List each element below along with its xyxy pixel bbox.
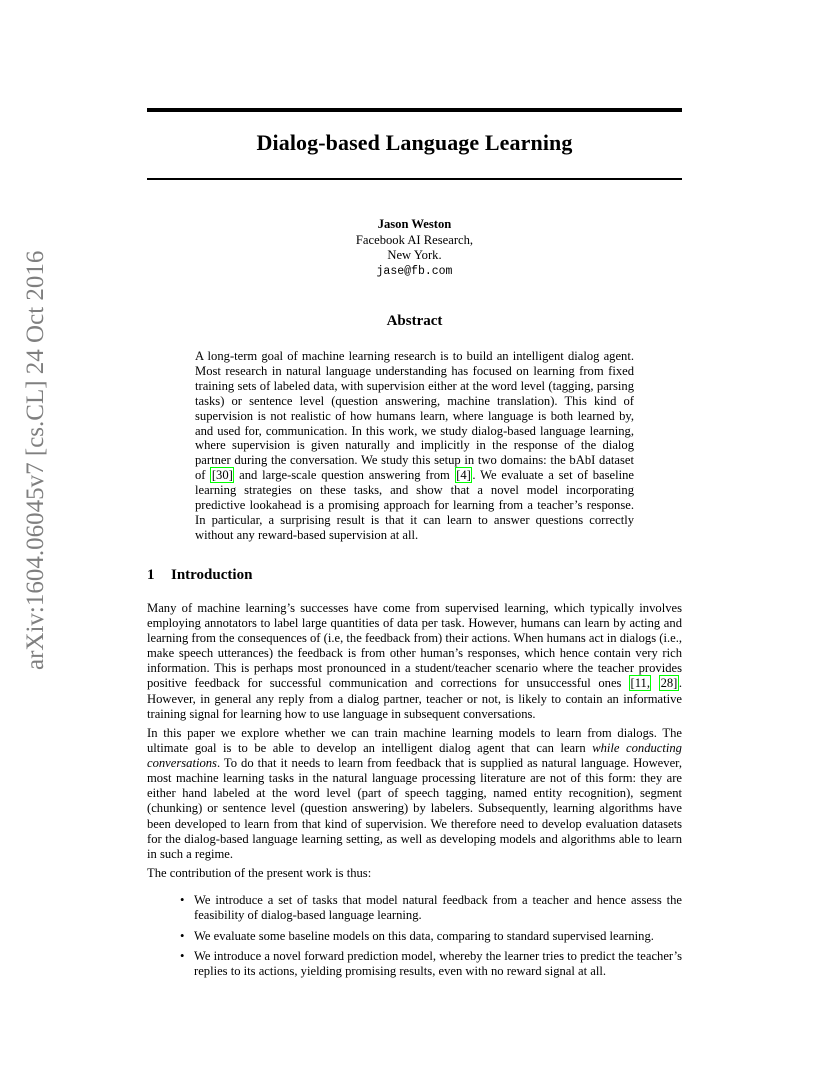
- contribution-item: [147, 929, 682, 944]
- contribution-text: We evaluate some baseline models on this data, comparing to standard supervised learning.: [194, 928, 654, 943]
- paragraph-text: In this paper we explore whether we can train machine learning models to learn from dialogs. The ultimate goal is to be able to develop an intelligent dialog agent that can learn: [147, 726, 682, 756]
- author-block: [147, 217, 682, 279]
- bullet-icon: •: [180, 928, 185, 943]
- contribution-item: [147, 893, 682, 923]
- citation-link[interactable]: [4]: [456, 468, 471, 483]
- intro-paragraph-2: [147, 726, 682, 862]
- paper-title: Dialog-based Language Learning: [256, 130, 573, 155]
- arxiv-identifier-stamp: arXiv:1604.06045v7 [cs.CL] 24 Oct 2016: [22, 250, 49, 670]
- abstract-text-part: . We evaluate a set of baseline learning strategies on these tasks, and show that a novel model incorporating predictive lookahead is a promising approach for learning from a teacher’s response. In particular, a surprising result is that it can learn to answer questions correctly without any reward-based supervision at all.: [195, 468, 635, 542]
- contribution-list: [147, 893, 682, 985]
- author-email[interactable]: jase@fb.com: [376, 264, 453, 278]
- abstract-text-part: and large-scale question answering from: [234, 468, 455, 483]
- citation-link[interactable]: [30]: [211, 468, 233, 483]
- section-number: 1: [147, 567, 155, 583]
- paragraph-emphasis: while conducting conversations: [147, 741, 682, 771]
- paragraph-text: . However, in general any reply from a dialog partner, teacher or not, is likely to contain an informative training signal for learning how to use language in subsequent conversations.: [147, 676, 683, 721]
- abstract-heading: Abstract: [386, 313, 443, 329]
- section-title: Introduction: [171, 567, 253, 583]
- abstract-text-part: A long-term goal of machine learning research is to build an intelligent dialog agent. Most research in natural language understanding has focused on learning from fixed training sets of labeled data, with supervision either at the word level (tagging, parsing tasks) or sentence level (question answering, machine translation). This kind of supervision is not realistic of how humans learn, where language is both learned by, and used for, communication. In this work, we study dialog-based language learning, where supervision is given naturally and implicitly in the response of the dialog partner during the conversation. We study this setup in two domains: the bAbI dataset of: [195, 349, 634, 483]
- intro-paragraph-3: The contribution of the present work is thus:: [147, 866, 372, 880]
- contribution-text: We introduce a set of tasks that model natural feedback from a teacher and hence assess the feasibility of dialog-based language learning.: [194, 893, 682, 923]
- abstract-text: [195, 349, 634, 543]
- author-location: New York.: [387, 248, 442, 262]
- contribution-item: [147, 949, 682, 979]
- title-top-rule: [147, 108, 682, 112]
- section-heading-introduction: [147, 567, 252, 584]
- paragraph-text: Many of machine learning’s successes have come from supervised learning, which typically involves employing annotators to label large quantities of data per task. However, humans can learn by acting and learning from the consequences of (i.e, the feedback from) their actions. When humans act in dialogs (i.e., make speech utterances) the feedback is from other human’s responses, which hence contain very rich information. This is perhaps most pronounced in a student/teacher scenario where the teacher provides positive feedback for successful communication and corrections for unsuccessful ones: [147, 601, 682, 691]
- intro-paragraph-1: [147, 601, 682, 722]
- citation-link[interactable]: 28]: [660, 676, 678, 691]
- citation-link[interactable]: [11,: [630, 676, 650, 691]
- title-bottom-rule: [147, 178, 682, 180]
- author-name: Jason Weston: [377, 217, 452, 231]
- author-affiliation: Facebook AI Research,: [355, 232, 474, 247]
- bullet-icon: •: [180, 893, 185, 907]
- contribution-text: We introduce a novel forward prediction model, whereby the learner tries to predict the teacher’s replies to its actions, yielding promising results, even with no reward signal at all.: [194, 949, 682, 979]
- bullet-icon: •: [180, 949, 185, 964]
- paragraph-text: . To do that it needs to learn from feedback that is supplied as natural language. However, most machine learning tasks in the natural language processing literature are not of this form: they are either hand labeled at the word level (part of speech tagging, named entity recognition), segment (chunking) or sentence level (question answering) by labelers. Subsequently, learning algorithms have been developed to learn from that kind of supervision. We therefore need to develop evaluation datasets for the dialog-based language learning setting, as well as developing models and algorithms able to learn in such a regime.: [147, 756, 682, 861]
